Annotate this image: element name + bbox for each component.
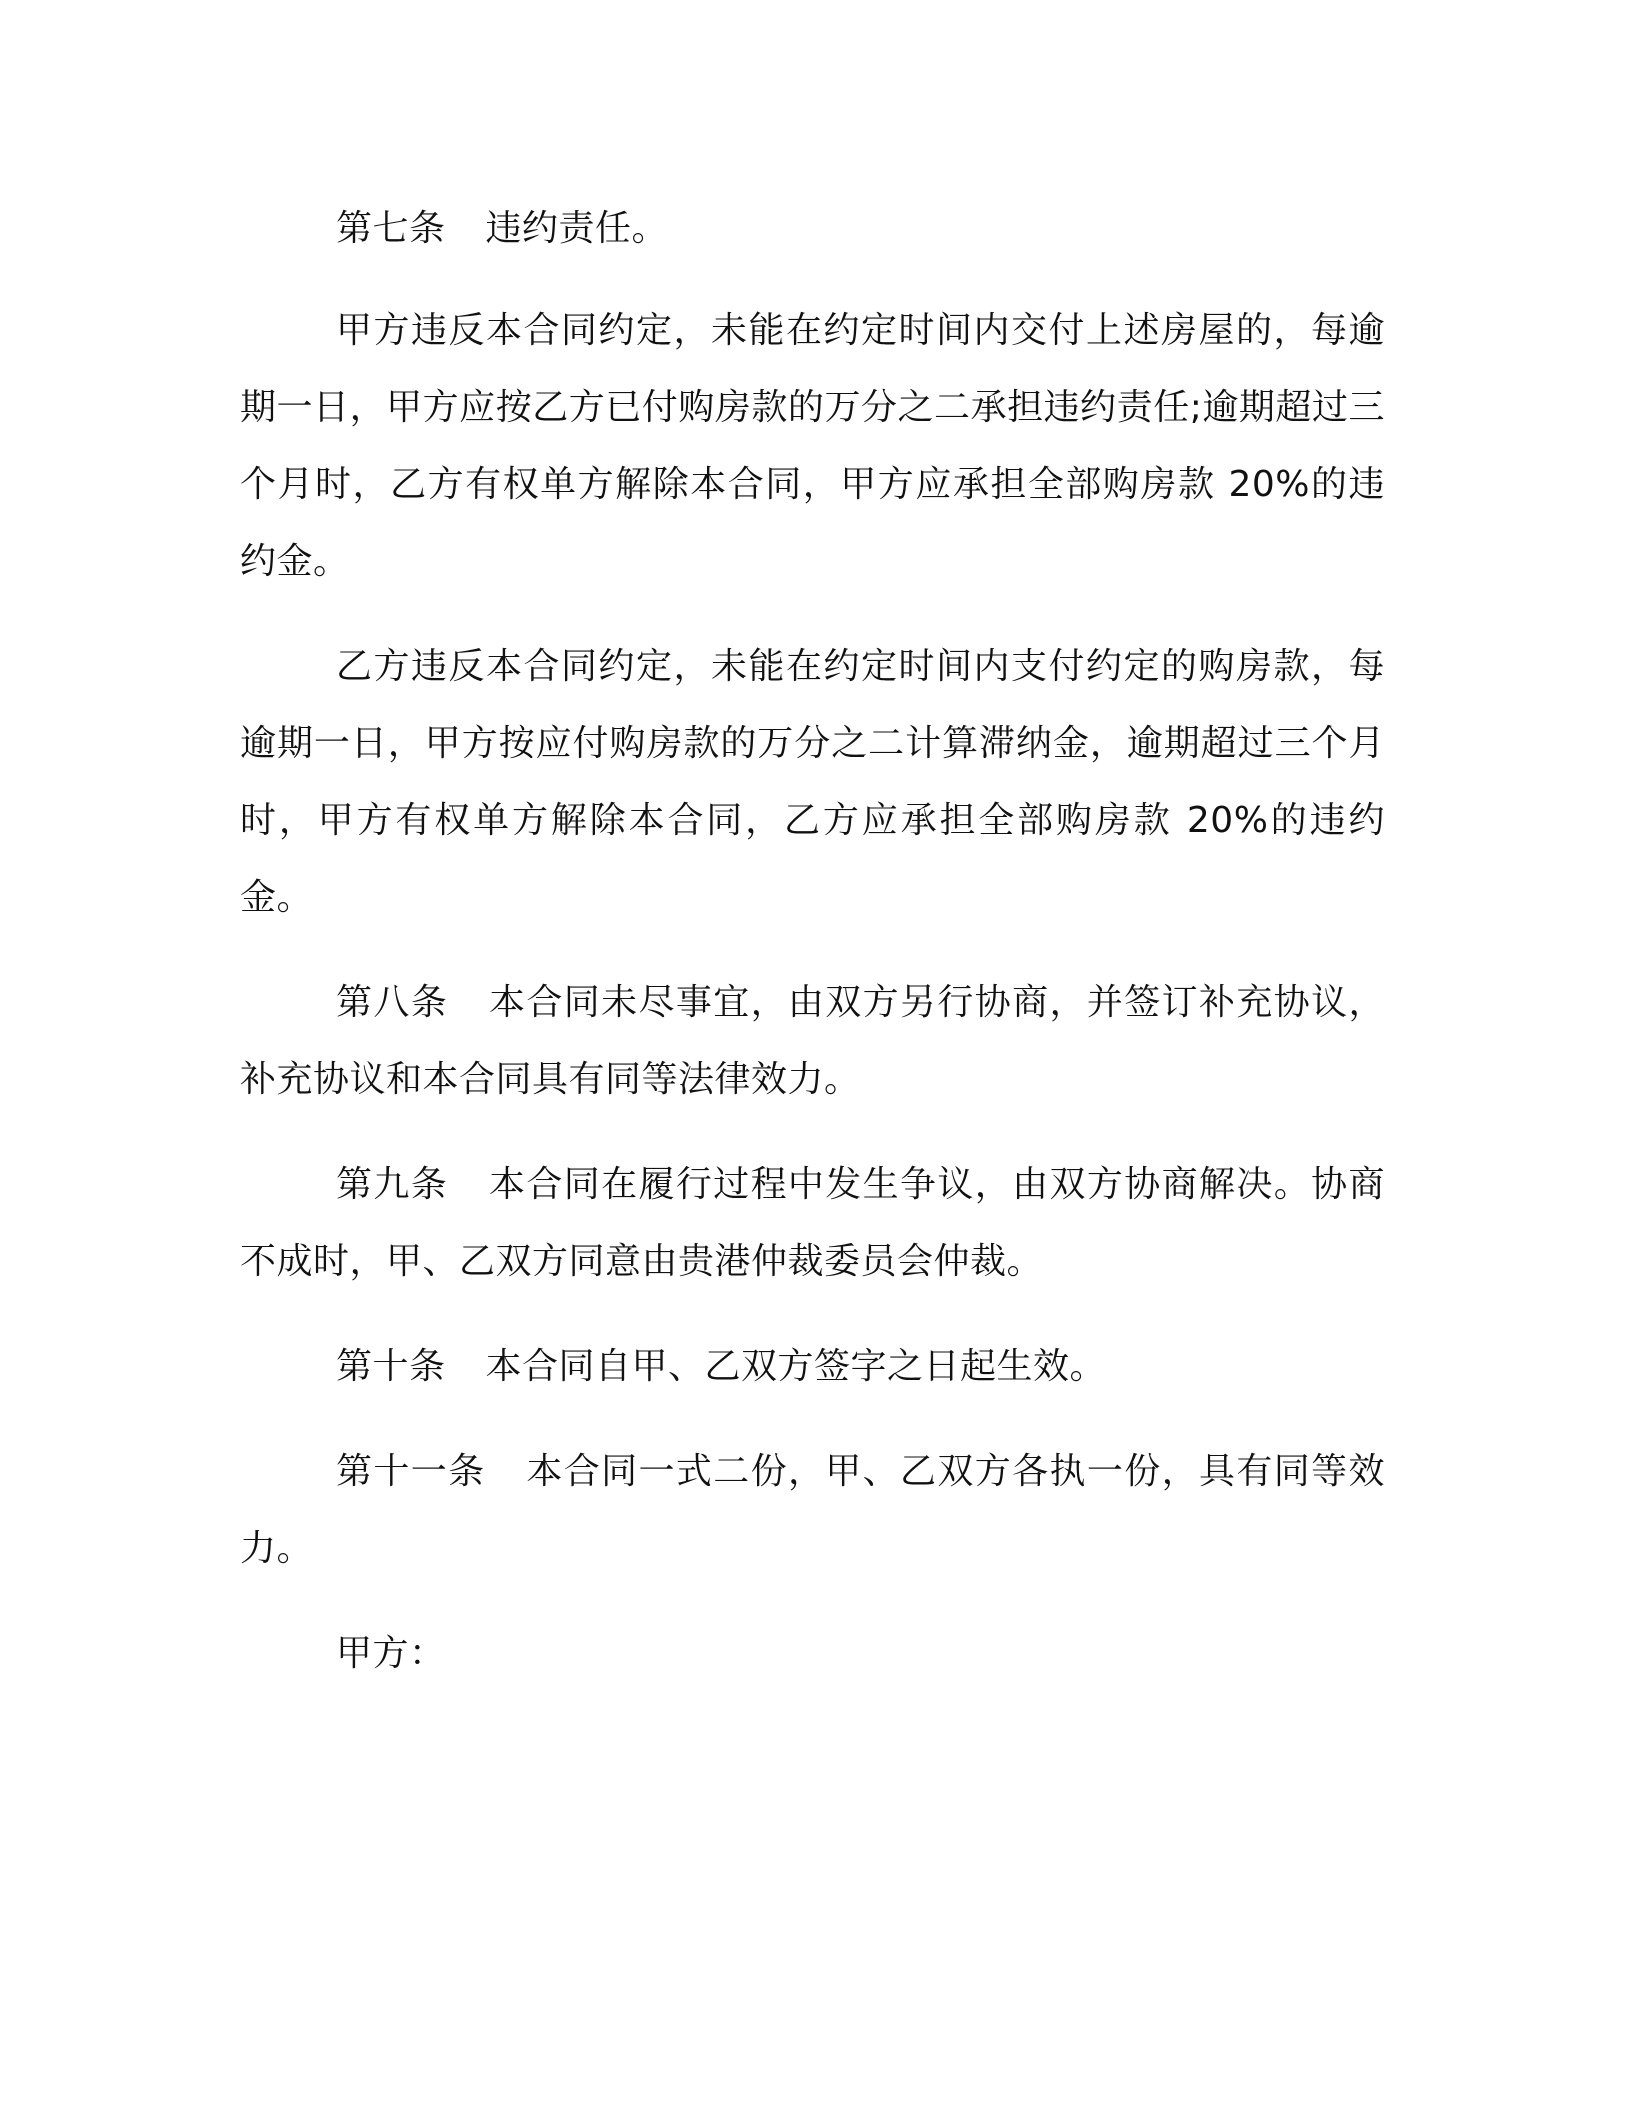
article-8 <box>240 964 1385 1118</box>
contract-body <box>240 190 1385 1692</box>
article-7-paragraph-2: 乙方违反本合同约定，未能在约定时间内支付约定的购房款，每逾期一日，甲方按应付购房款的万分之二计算滞纳金，逾期超过三个月时，甲方有权单方解除本合同，乙方应承担全部购房款 20%的违约金。 <box>240 646 1385 918</box>
article-7-paragraph-1: 甲方违反本合同约定，未能在约定时间内交付上述房屋的，每逾期一日，甲方应按乙方已付购房款的万分之二承担违约责任;逾期超过三个月时，乙方有权单方解除本合同，甲方应承担全部购房款 20%的违约金。 <box>240 310 1385 582</box>
article-10-number: 第十条 <box>336 1346 446 1387</box>
article-11-text: 本合同一式二份，甲、乙双方各执一份，具有同等效力。 <box>240 1451 1385 1569</box>
article-10 <box>240 1328 1385 1405</box>
article-8-number: 第八条 <box>336 982 449 1023</box>
article-9-text: 本合同在履行过程中发生争议，由双方协商解决。协商不成时，甲、乙双方同意由贵港仲裁委员会仲裁。 <box>240 1164 1385 1282</box>
article-9 <box>240 1146 1385 1300</box>
article-8-text: 本合同未尽事宜，由双方另行协商，并签订补充协议，补充协议和本合同具有同等法律效力。 <box>240 982 1385 1100</box>
article-7-heading <box>240 190 1385 267</box>
article-11-number: 第十一条 <box>336 1451 486 1492</box>
article-7-number: 第七条 <box>336 208 446 249</box>
article-7-title: 违约责任。 <box>485 208 669 249</box>
party-a-label: 甲方： <box>336 1633 446 1674</box>
article-11 <box>240 1433 1385 1587</box>
article-9-number: 第九条 <box>336 1164 449 1205</box>
article-10-text: 本合同自甲、乙双方签字之日起生效。 <box>485 1346 1107 1387</box>
